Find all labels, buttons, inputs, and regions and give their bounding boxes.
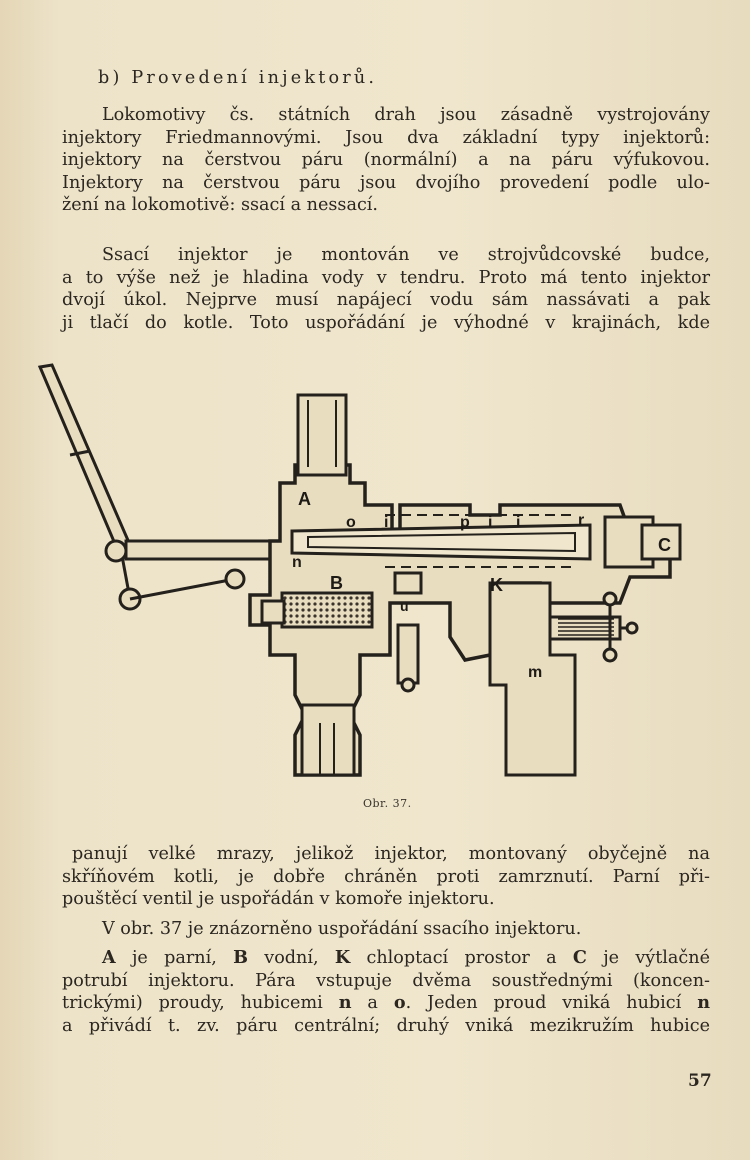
label-r: r bbox=[578, 512, 585, 529]
text-line: injektory na čerstvou páru (normální) a na páru výfukovou. bbox=[62, 150, 710, 170]
label-m: m bbox=[528, 664, 543, 681]
label-C: C bbox=[658, 535, 671, 555]
page-number: 57 bbox=[688, 1071, 712, 1091]
label-u: u bbox=[400, 598, 409, 614]
section-heading: b) Provedení injektorů. bbox=[98, 68, 378, 88]
text-line: skříňovém kotli, je dobře chráněn proti zamrznutí. Parní při- bbox=[62, 866, 710, 887]
text-line: Injektory na čerstvou páru jsou dvojího provedení podle ulo- bbox=[62, 172, 710, 193]
label-p: p bbox=[460, 514, 470, 531]
label-K: K bbox=[490, 575, 503, 595]
text-line: A je parní, B vodní, K chloptací prostor a C je výtlačné bbox=[102, 947, 711, 968]
label-n: n bbox=[292, 554, 302, 571]
paragraph-1 bbox=[62, 104, 710, 217]
text-line: a přivádí t. zv. páru centrální; druhý vniká mezikružím hubice bbox=[62, 1015, 710, 1036]
text-line: potrubí injektoru. Pára vstupuje dvěma soustřednými (koncen- bbox=[62, 970, 710, 991]
text-line: Lokomotivy čs. státních drah jsou zásadně vystrojovány bbox=[102, 105, 710, 125]
label-o: o bbox=[346, 514, 356, 531]
text-line: trickými) proudy, hubicemi n a o. Jeden proud vniká hubicí n bbox=[62, 992, 710, 1013]
text-line: injektory Friedmannovými. Jsou dva základní typy injektorů: bbox=[62, 127, 710, 148]
text-line: dvojí úkol. Nejprve musí napájecí vodu sám nassávati a pak bbox=[62, 290, 710, 310]
text-line: pouštěcí ventil je uspořádán v komoře injektoru. bbox=[62, 889, 495, 909]
label-i2: i bbox=[488, 514, 493, 531]
label-B: B bbox=[330, 573, 343, 593]
figure-caption: Obr. 37. bbox=[363, 797, 412, 810]
paragraph-2 bbox=[62, 244, 710, 334]
text-line: a to výše než je hladina vody v tendru. Proto má tento injektor bbox=[62, 267, 710, 288]
text-line: Ssací injektor je montován ve strojvůdcovské budce, bbox=[102, 245, 710, 265]
label-A: A bbox=[298, 489, 311, 509]
injector-diagram bbox=[30, 355, 710, 785]
label-i3: i bbox=[516, 514, 521, 531]
text-line: žení na lokomotivě: ssací a nessací. bbox=[62, 195, 379, 215]
text-line: V obr. 37 je znázorněno uspořádání ssacího injektoru. bbox=[102, 918, 582, 939]
text-line: panují velké mrazy, jelikož injektor, montovaný obyčejně na bbox=[72, 844, 710, 864]
paragraph-3 bbox=[62, 843, 710, 1037]
label-i1: i bbox=[384, 514, 389, 531]
text-line: ji tlačí do kotle. Toto uspořádání je výhodné v krajinách, kde bbox=[62, 312, 710, 333]
